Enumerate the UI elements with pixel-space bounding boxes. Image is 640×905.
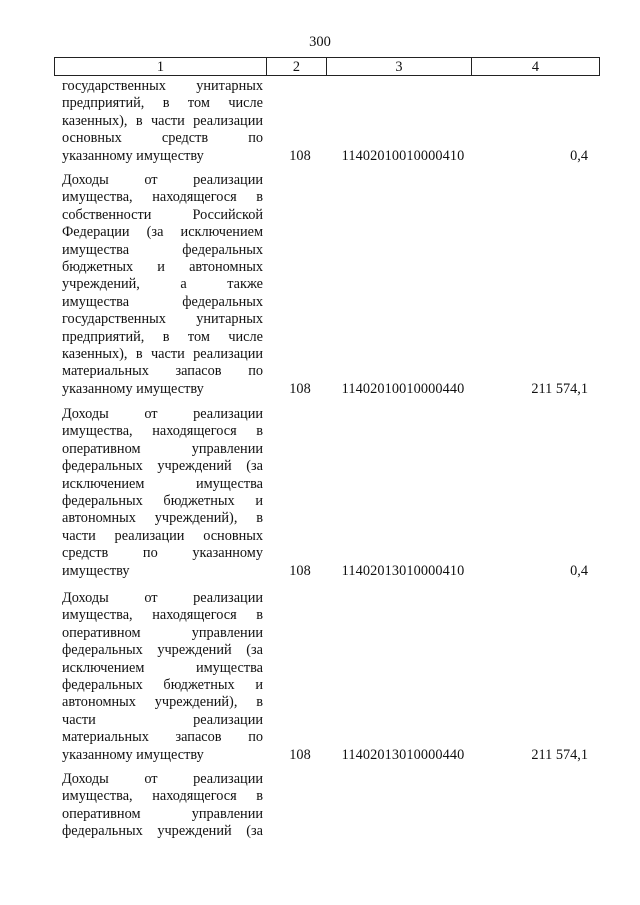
description-line: имуществу	[62, 562, 130, 579]
description-line: Федерации (за исключением	[62, 224, 263, 241]
description-line: оперативном управлении	[62, 440, 263, 457]
row-classification-code: 11402013010000440	[341, 746, 465, 763]
header-col-2: 2	[267, 58, 327, 76]
description-line: Доходы от реализации	[62, 771, 263, 787]
description-line: основных средств по	[62, 130, 263, 147]
description-line: федеральных учреждений (за	[62, 823, 263, 840]
description-line: федеральных учреждений (за	[62, 642, 263, 659]
header-col-3: 3	[327, 58, 472, 76]
description-line: имущества федеральных	[62, 293, 263, 310]
row-description	[62, 172, 263, 398]
row-classification-code: 11402013010000410	[341, 562, 465, 579]
description-line: средств по указанному	[62, 545, 263, 562]
row-description	[62, 406, 263, 580]
row-code: 108	[289, 147, 311, 164]
description-line: предприятий, в том числе	[62, 328, 263, 345]
description-line: исключением имущества	[62, 475, 263, 492]
description-line: указанному имуществу	[62, 746, 204, 763]
description-line: государственных унитарных	[62, 78, 263, 94]
description-line: федеральных бюджетных и	[62, 492, 263, 509]
description-line: части реализации	[62, 711, 263, 728]
description-line: предприятий, в том числе	[62, 95, 263, 112]
description-line: собственности Российской	[62, 206, 263, 223]
description-line: указанному имуществу	[62, 147, 204, 164]
table-header	[54, 57, 600, 76]
description-line: оперативном управлении	[62, 805, 263, 822]
row-description	[62, 590, 263, 764]
description-line: бюджетных и автономных	[62, 258, 263, 275]
row-amount: 211 574,1	[531, 746, 588, 763]
description-line: автономных учреждений), в	[62, 694, 263, 711]
description-line: указанному имуществу	[62, 380, 204, 397]
description-line: материальных запасов по	[62, 729, 263, 746]
description-line: учреждений, а также	[62, 276, 263, 293]
description-line: имущества, находящегося в	[62, 788, 263, 805]
description-line: Доходы от реализации	[62, 590, 263, 606]
row-code: 108	[289, 746, 311, 763]
description-line: части реализации основных	[62, 527, 263, 544]
description-line: имущества, находящегося в	[62, 189, 263, 206]
row-classification-code: 11402010010000410	[341, 147, 465, 164]
row-classification-code: 11402010010000440	[341, 380, 465, 397]
description-line: автономных учреждений), в	[62, 510, 263, 527]
row-amount: 211 574,1	[531, 380, 588, 397]
description-line: государственных унитарных	[62, 311, 263, 328]
row-code: 108	[289, 562, 311, 579]
description-line: Доходы от реализации	[62, 172, 263, 188]
row-code: 108	[289, 380, 311, 397]
description-line: федеральных учреждений (за	[62, 458, 263, 475]
row-amount: 0,4	[570, 562, 588, 579]
description-line: казенных), в части реализации	[62, 345, 263, 362]
description-line: исключением имущества	[62, 659, 263, 676]
description-line: казенных), в части реализации	[62, 112, 263, 129]
description-line: имущества, находящегося в	[62, 423, 263, 440]
row-description	[62, 771, 263, 841]
header-col-4: 4	[472, 58, 600, 76]
description-line: Доходы от реализации	[62, 406, 263, 422]
description-line: оперативном управлении	[62, 624, 263, 641]
page-number: 300	[309, 34, 331, 50]
description-line: имущества, находящегося в	[62, 607, 263, 624]
description-line: федеральных бюджетных и	[62, 676, 263, 693]
description-line: имущества федеральных	[62, 241, 263, 258]
row-description	[62, 78, 263, 165]
header-col-1: 1	[55, 58, 267, 76]
row-amount: 0,4	[570, 147, 588, 164]
description-line: материальных запасов по	[62, 363, 263, 380]
